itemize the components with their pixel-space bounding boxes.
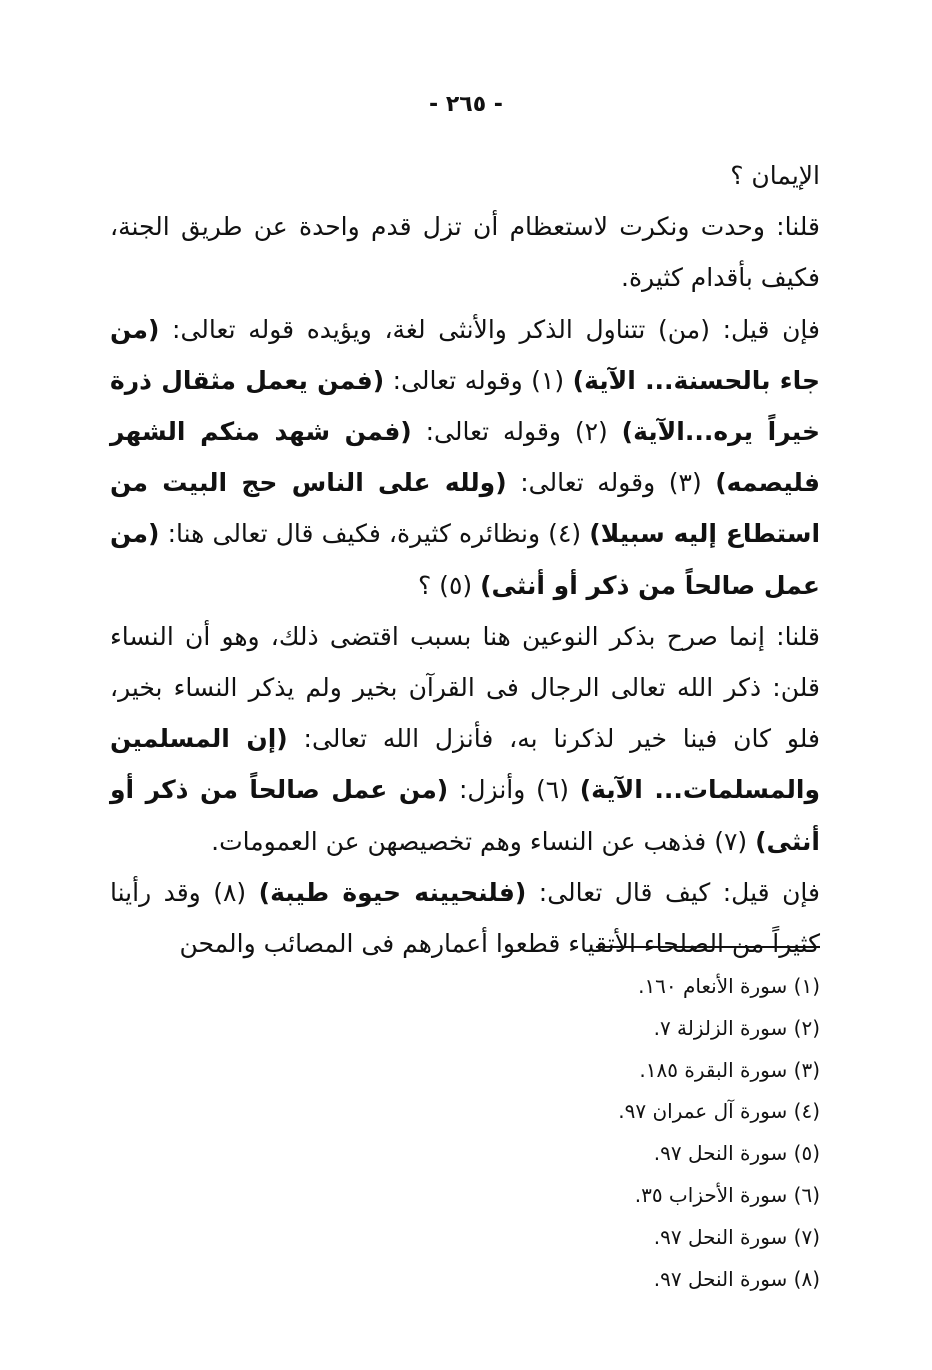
- footnote-item: (١) سورة الأنعام ١٦٠.: [638, 974, 820, 998]
- footnote-item: (٨) سورة النحل ٩٧.: [653, 1266, 820, 1291]
- footnote-item: (٥) سورة النحل ٩٧.: [653, 1141, 820, 1166]
- text-segment: (٤) ونظائره كثيرة، فكيف قال تعالى هنا:: [167, 519, 582, 549]
- text-segment: (٣) وقوله تعالى:: [520, 468, 702, 498]
- text-segment: (٧) فذهب عن النساء وهم تخصيصهن عن العمومات.: [211, 826, 748, 856]
- paragraph: [110, 201, 820, 303]
- text-segment: فإن قيل: (من) تتناول الذكر والأنثى لغة، ويؤيده قوله تعالى:: [172, 314, 820, 344]
- paragraph: [110, 304, 820, 611]
- quran-quote: (فلنحيينه حيوة طيبة): [258, 877, 527, 907]
- footnote-item: (٢) سورة الزلزلة ٧.: [653, 1015, 820, 1040]
- quran-quote: (إن المسلمين والمسلمات... الآية): [110, 724, 820, 805]
- quran-quote: (من عمل صالحاً من ذكر أو أنثى): [110, 775, 820, 856]
- text-segment: (٦) وأنزل:: [458, 775, 569, 805]
- footnote-separator: [596, 946, 820, 948]
- quran-quote: (من عمل صالحاً من ذكر أو أنثى): [110, 519, 820, 600]
- paragraph: [110, 867, 820, 969]
- text-segment: (٥) ؟: [417, 570, 473, 600]
- footnotes: [300, 966, 820, 1300]
- footnote-item: (٦) سورة الأحزاب ٣٥.: [634, 1182, 820, 1207]
- paragraph: [110, 611, 820, 867]
- footnote-item: (٤) سورة آل عمران ٩٧.: [618, 1099, 820, 1124]
- page-number: - ٢٦٥ -: [429, 92, 503, 117]
- quran-quote: (من جاء بالحسنة... الآية): [110, 314, 820, 395]
- quran-quote: (فمن يعمل مثقال ذرة خيراً يره...الآية): [110, 365, 820, 447]
- text-segment: (٢) وقوله تعالى:: [425, 417, 608, 447]
- footnote-item: (٣) سورة البقرة ١٨٥.: [639, 1057, 820, 1082]
- text-segment: فإن قيل: كيف قال تعالى:: [538, 877, 820, 907]
- footnote-item: (٧) سورة النحل ٩٧.: [653, 1224, 820, 1249]
- quran-quote: (فمن شهد منكم الشهر فليصمه): [110, 417, 821, 498]
- text-segment: قلنا: إنما صرح بذكر النوعين هنا بسبب اقتضى ذلك، وهو أن النساء قلن: ذكر الله تعالى الرجال فى القرآن بخير ولم يذكر النساء بخير، فلو كان فينا خير لذكرنا به، فأنزل الله تعالى:: [110, 621, 820, 754]
- quran-quote: (ولله على الناس حج البيت من استطاع إليه سبيلا): [110, 468, 821, 549]
- text-segment: قلنا: وحدت ونكرت لاستعظام أن تزل قدم واحدة عن طريق الجنة، فكيف بأقدام كثيرة.: [110, 212, 820, 293]
- body-text: [110, 150, 820, 969]
- text-segment: (٨) وقد رأينا كثيراً من الصلحاء الأتقياء قطعوا أعمارهم فى المصائب والمحن: [110, 877, 820, 959]
- paragraph: [110, 150, 820, 201]
- text-segment: الإيمان ؟: [730, 161, 820, 190]
- text-segment: (١) وقوله تعالى:: [392, 365, 565, 395]
